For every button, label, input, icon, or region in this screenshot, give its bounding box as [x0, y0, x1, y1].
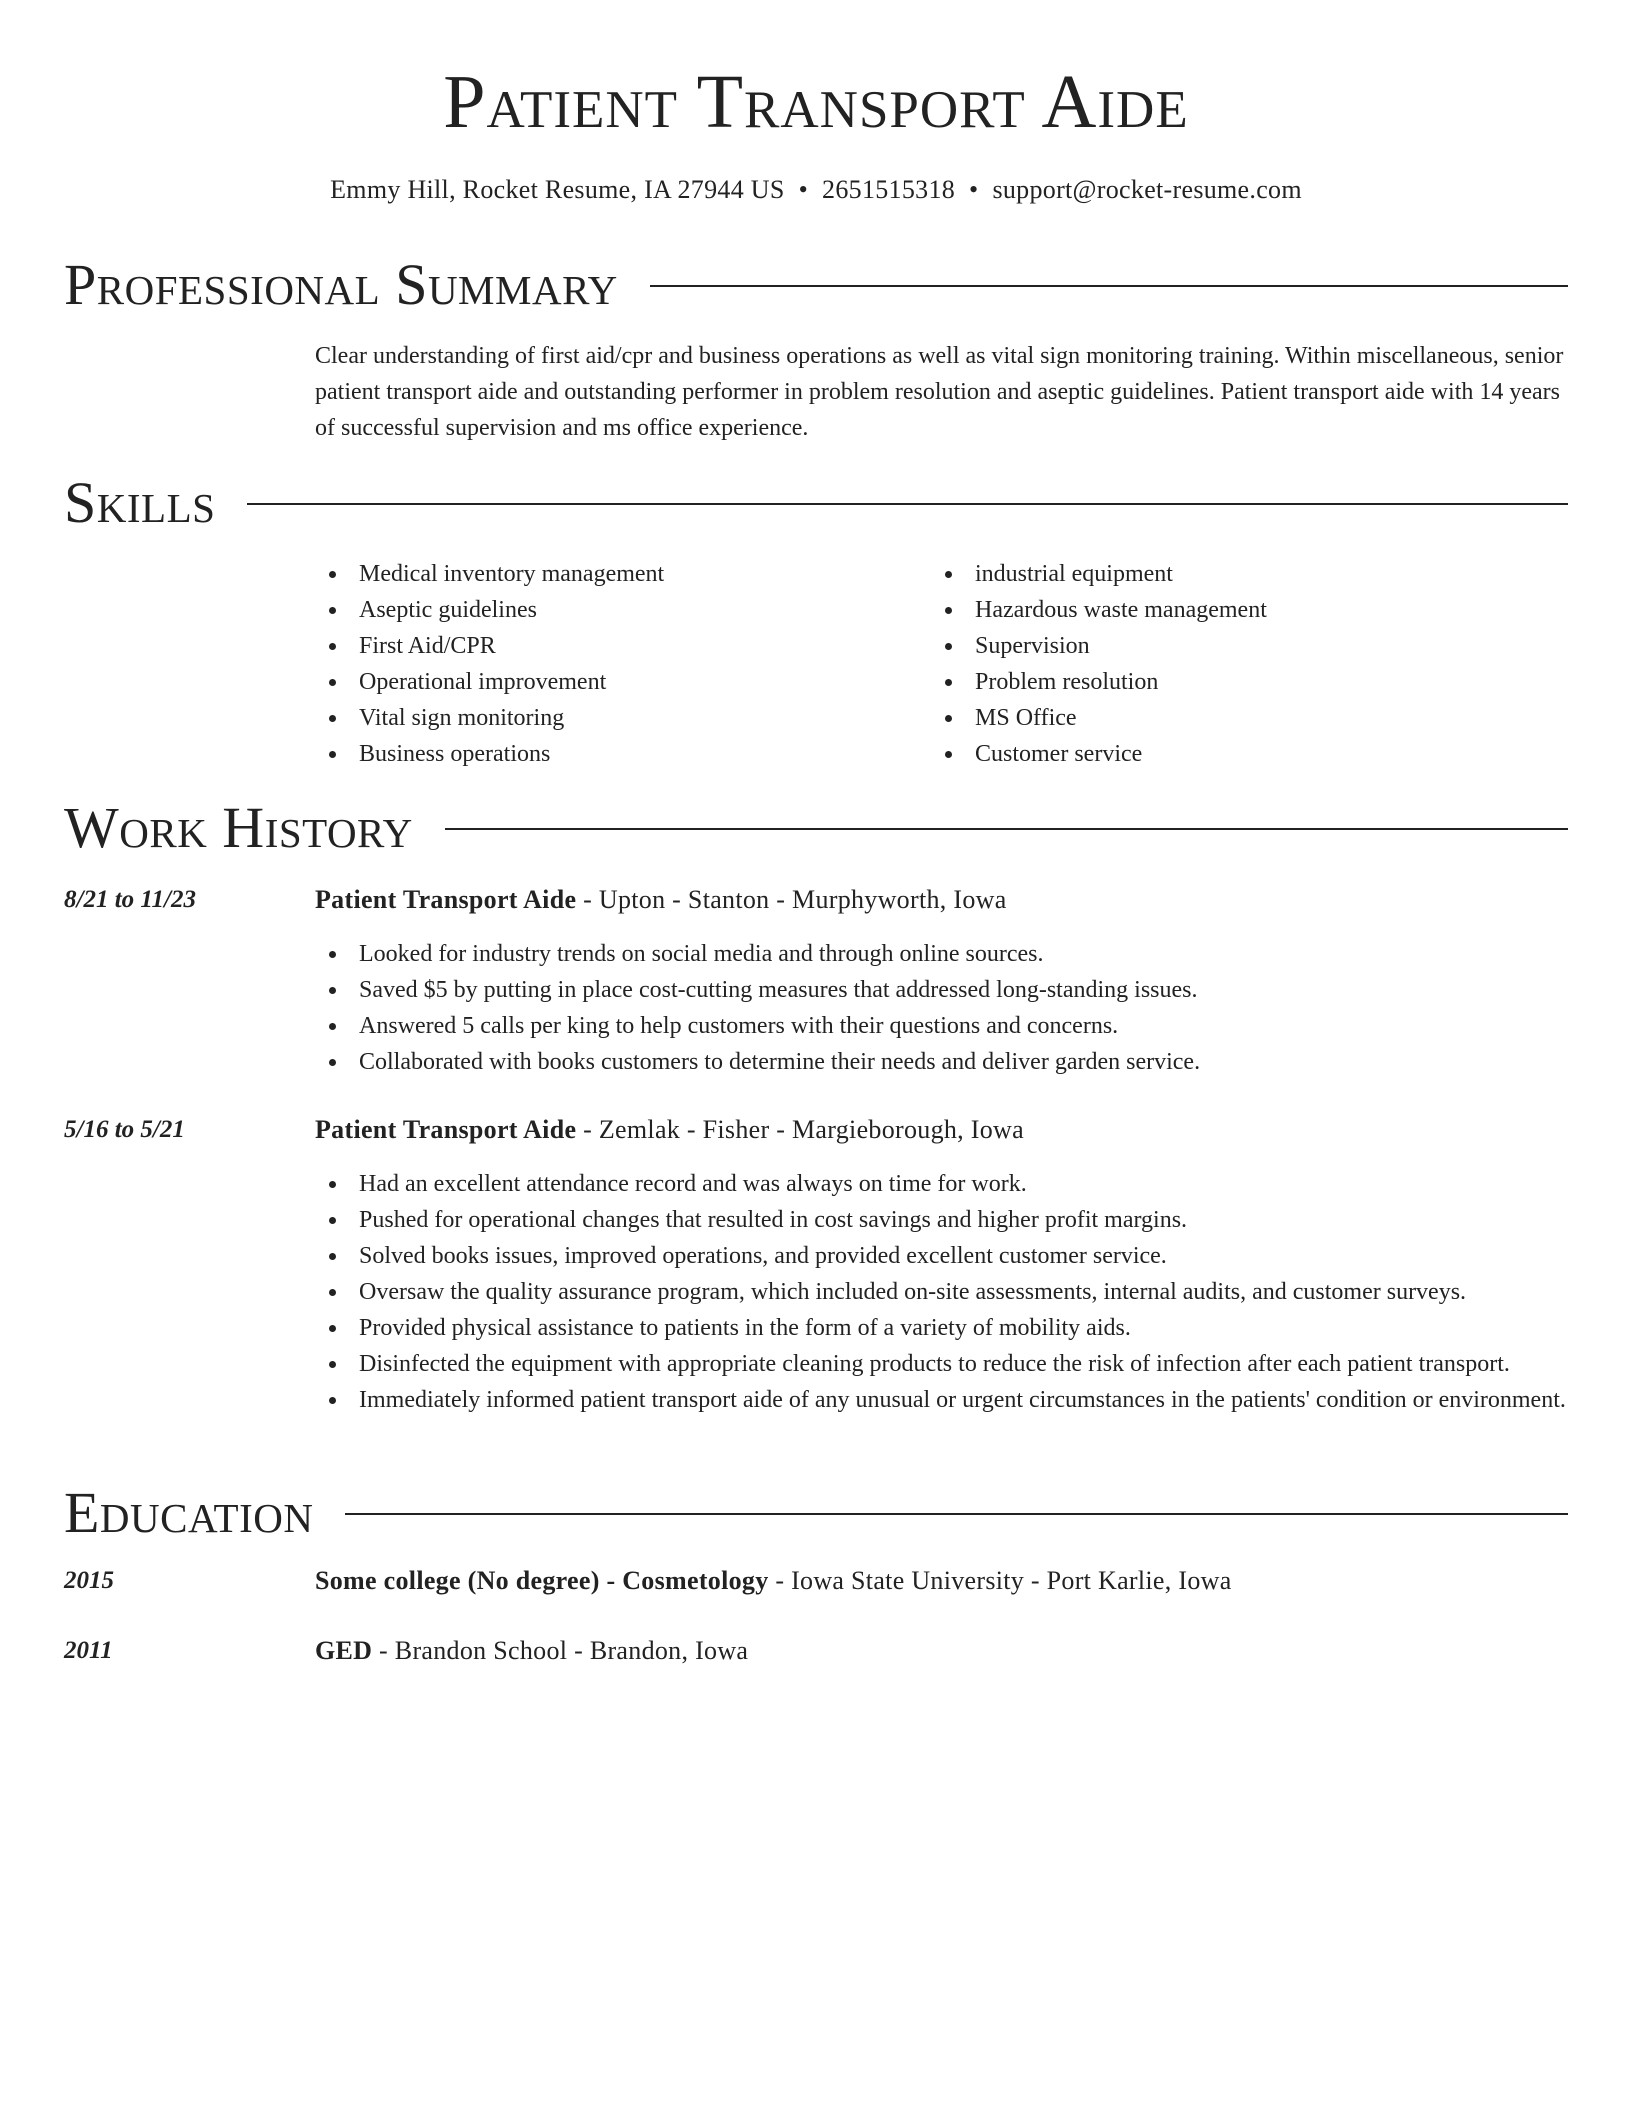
job-heading	[315, 1112, 1568, 1148]
skill-item: Medical inventory management	[315, 556, 915, 592]
education-degree: Some college (No degree) - Cosmetology	[315, 1566, 769, 1595]
education-details: - Iowa State University - Port Karlie, Iowa	[768, 1566, 1232, 1595]
skill-item: Hazardous waste management	[931, 592, 1531, 628]
education-year: 2011	[64, 1637, 113, 1664]
skill-item: Problem resolution	[931, 664, 1531, 700]
skill-item: Aseptic guidelines	[315, 592, 915, 628]
job-title: Patient Transport Aide	[315, 1115, 577, 1144]
skill-item: Supervision	[931, 628, 1531, 664]
job-dates: 5/16 to 5/21	[64, 1116, 185, 1143]
education-entry	[315, 1633, 1568, 1669]
work-heading: Work History	[64, 795, 413, 860]
section-divider	[247, 503, 1568, 505]
job-bullet-list	[315, 1166, 1568, 1418]
section-divider	[445, 828, 1568, 830]
skill-item: Operational improvement	[315, 664, 915, 700]
contact-separator: •	[798, 175, 809, 204]
skill-item: Customer service	[931, 736, 1531, 772]
skills-list-right	[931, 556, 1531, 772]
contact-address: Emmy Hill, Rocket Resume, IA 27944 US	[330, 175, 785, 204]
skill-item: Business operations	[315, 736, 915, 772]
skills-heading: Skills	[64, 470, 216, 535]
contact-line	[64, 172, 1568, 208]
job-bullet: Immediately informed patient transport aide of any unusual or urgent circumstances in the patients' condition or environment.	[315, 1382, 1568, 1418]
summary-heading: Professional Summary	[64, 252, 618, 317]
job-bullet: Disinfected the equipment with appropriate cleaning products to reduce the risk of infection after each patient transport.	[315, 1346, 1568, 1382]
job-bullet: Collaborated with books customers to determine their needs and deliver garden service.	[315, 1044, 1568, 1080]
contact-phone: 2651515318	[822, 175, 956, 204]
education-details: - Brandon School - Brandon, Iowa	[372, 1636, 749, 1665]
job-bullet: Solved books issues, improved operations, and provided excellent customer service.	[315, 1238, 1568, 1274]
work-section-header	[64, 793, 1568, 863]
education-section-header	[64, 1478, 1568, 1548]
job-bullet: Saved $5 by putting in place cost-cutting measures that addressed long-standing issues.	[315, 972, 1568, 1008]
skills-list-left	[315, 556, 915, 772]
job-bullet: Had an excellent attendance record and was always on time for work.	[315, 1166, 1568, 1202]
summary-section-header	[64, 250, 1568, 320]
education-entry	[315, 1563, 1568, 1599]
education-year: 2015	[64, 1567, 114, 1594]
job-details: - Zemlak - Fisher - Margieborough, Iowa	[576, 1115, 1024, 1144]
job-bullet: Looked for industry trends on social media and through online sources.	[315, 936, 1568, 972]
job-bullet: Answered 5 calls per king to help customers with their questions and concerns.	[315, 1008, 1568, 1044]
job-bullet-list	[315, 936, 1568, 1080]
job-bullet: Oversaw the quality assurance program, which included on-site assessments, internal audits, and customer surveys.	[315, 1274, 1568, 1310]
job-bullet: Pushed for operational changes that resulted in cost savings and higher profit margins.	[315, 1202, 1568, 1238]
skill-item: MS Office	[931, 700, 1531, 736]
section-divider	[650, 285, 1568, 287]
education-heading: Education	[64, 1480, 314, 1545]
job-dates: 8/21 to 11/23	[64, 886, 196, 913]
job-bullet: Provided physical assistance to patients in the form of a variety of mobility aids.	[315, 1310, 1568, 1346]
job-details: - Upton - Stanton - Murphyworth, Iowa	[576, 885, 1007, 914]
resume-title: Patient Transport Aide	[443, 60, 1189, 144]
job-title: Patient Transport Aide	[315, 885, 577, 914]
contact-email[interactable]: support@rocket-resume.com	[992, 175, 1302, 204]
section-divider	[345, 1513, 1568, 1515]
education-degree: GED	[315, 1636, 373, 1665]
skills-section-header	[64, 468, 1568, 538]
skill-item: industrial equipment	[931, 556, 1531, 592]
skill-item: Vital sign monitoring	[315, 700, 915, 736]
skill-item: First Aid/CPR	[315, 628, 915, 664]
summary-text: Clear understanding of first aid/cpr and business operations as well as vital sign monitoring training. Within miscellaneous, senior patient transport aide and outstanding performer in problem resolution and aseptic guidelines. Patient transport aide with 14 years of successful supervision and ms office experience.	[315, 343, 1564, 441]
job-heading	[315, 882, 1568, 918]
contact-separator: •	[969, 175, 979, 204]
